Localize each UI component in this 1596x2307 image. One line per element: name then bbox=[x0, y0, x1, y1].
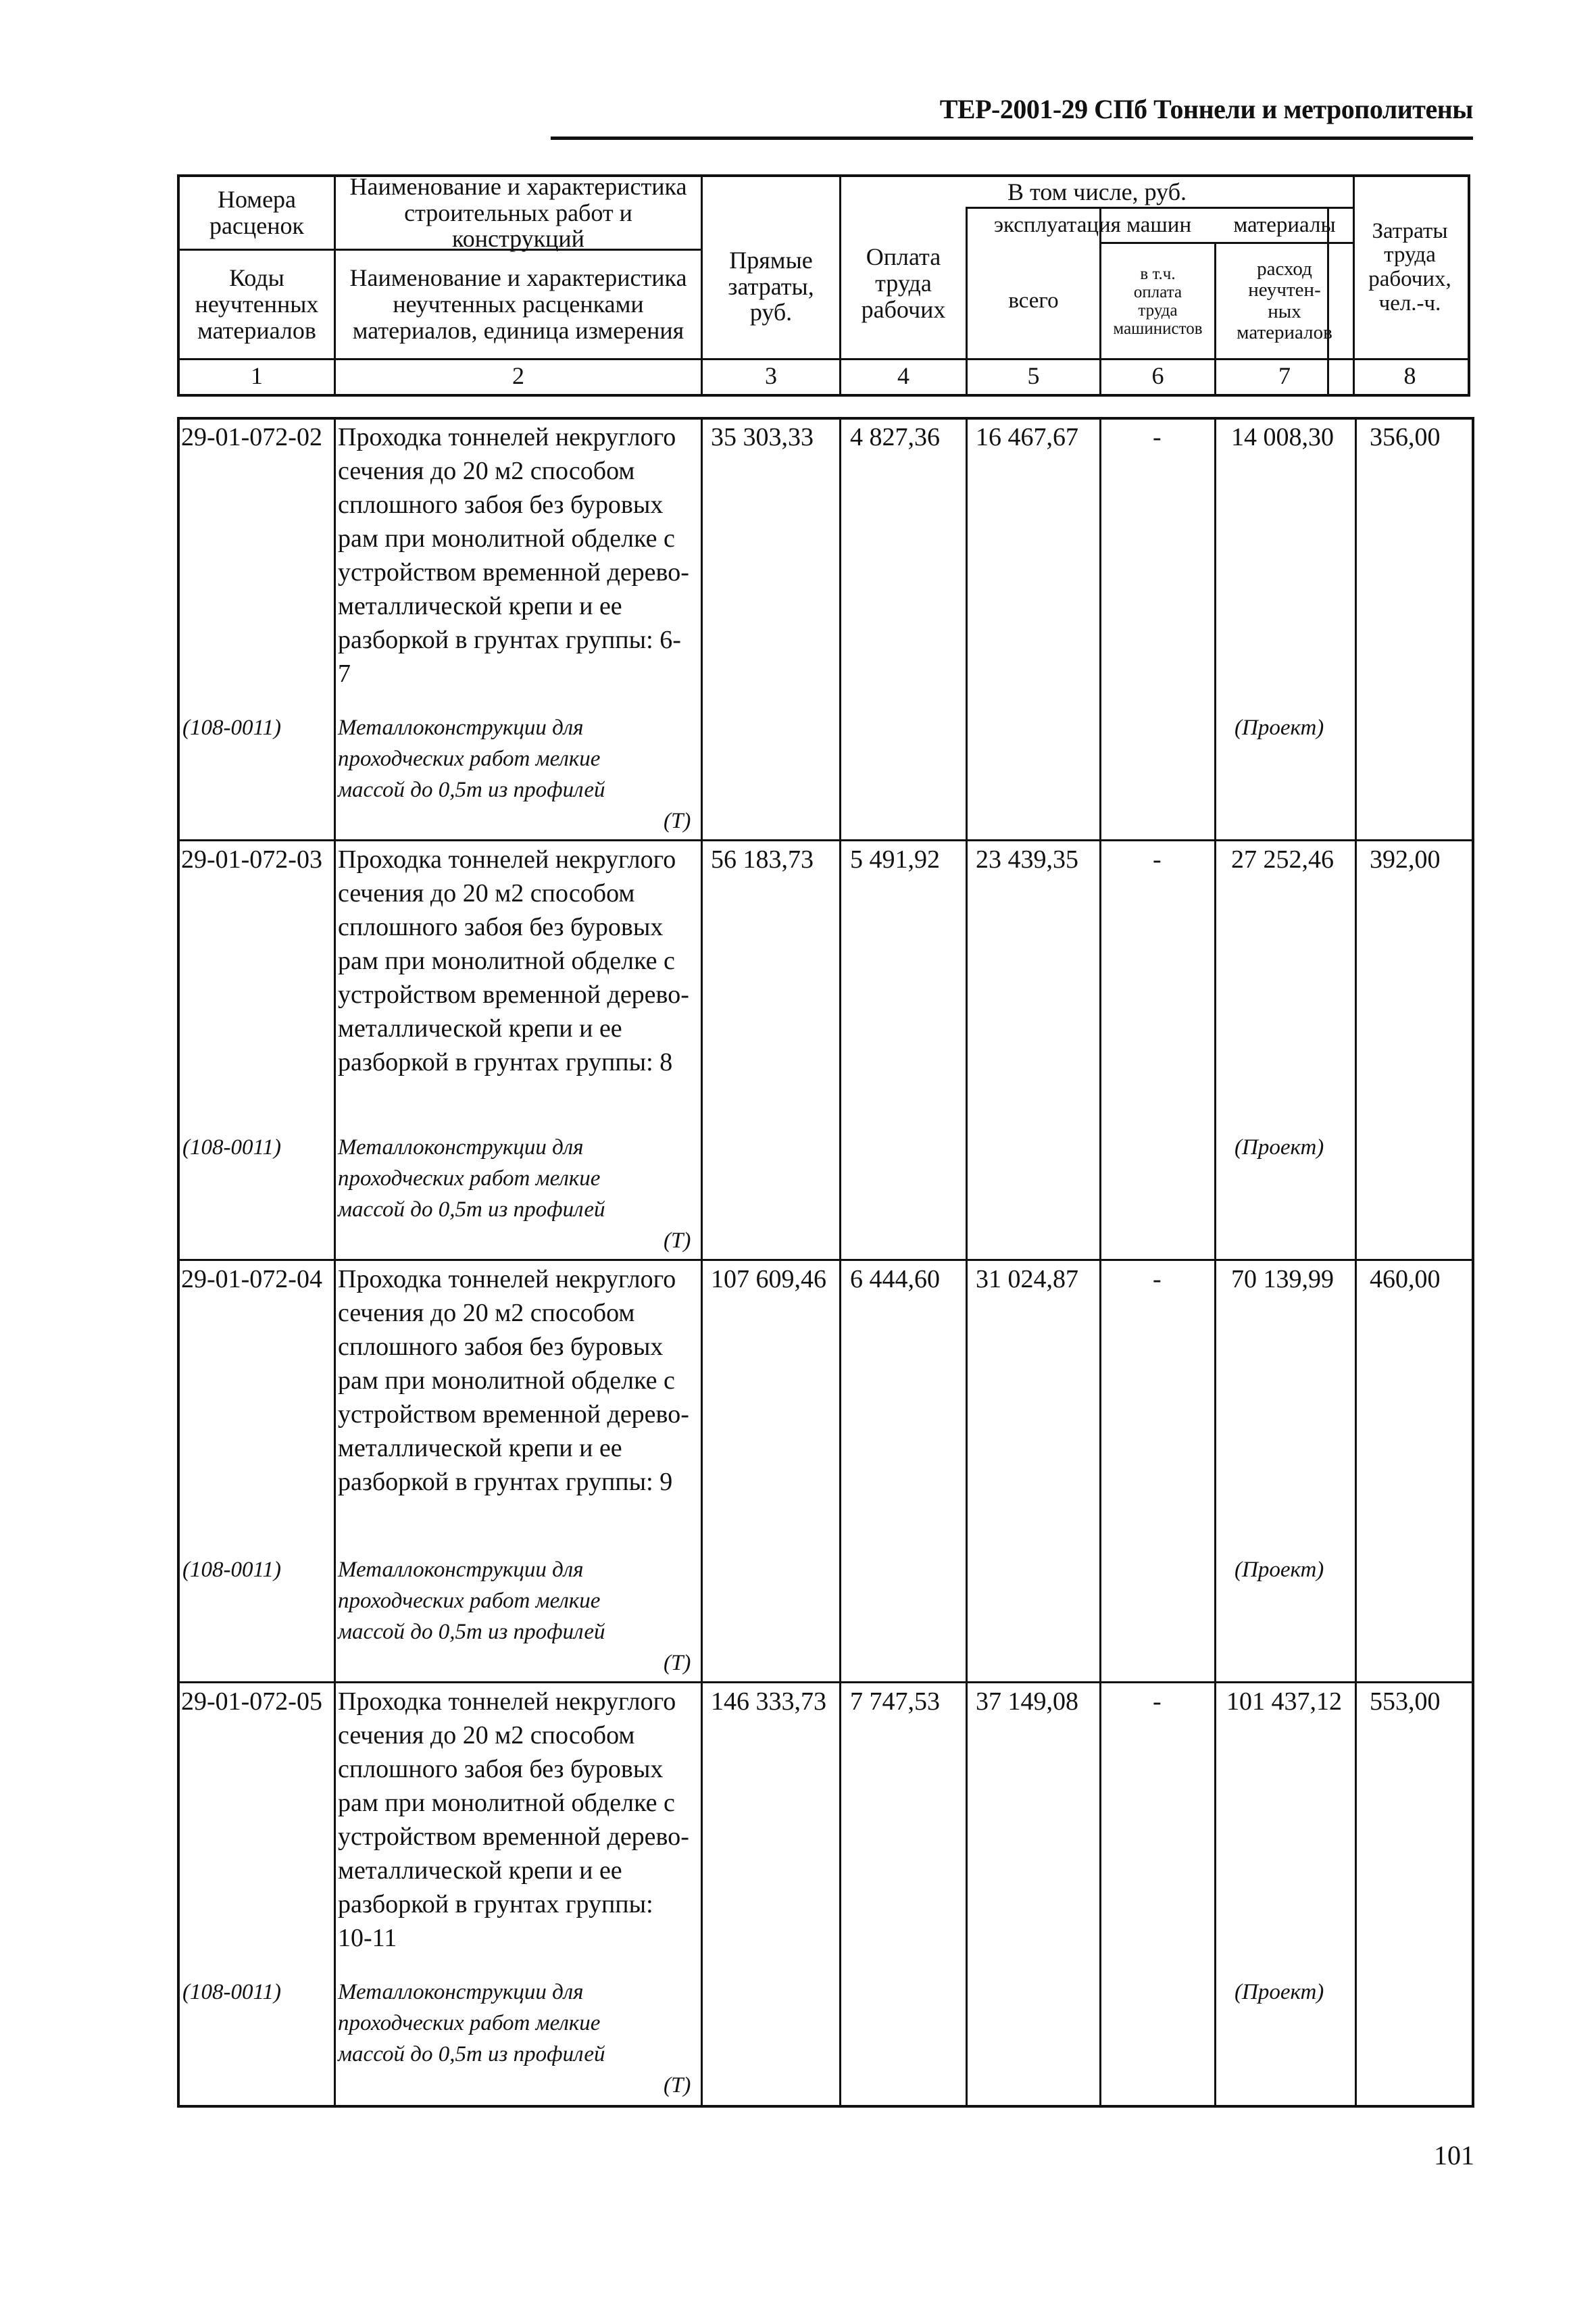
rate-code: 29-01-072-02 bbox=[181, 423, 322, 451]
header-col2-top: Наименование и характеристика строительных работ и конструкций bbox=[349, 172, 687, 253]
header-labor-pay: Оплата труда рабочих bbox=[861, 243, 946, 323]
col-number-8: 8 bbox=[1403, 362, 1416, 389]
document-title: ТЕР-2001-29 СПб Тоннели и метрополитены bbox=[939, 94, 1473, 124]
col-number-5: 5 bbox=[1027, 362, 1040, 389]
material-unit: (Т) bbox=[664, 1229, 691, 1253]
direct-costs: 146 333,73 bbox=[711, 1687, 826, 1716]
labor-hours: 460,00 bbox=[1370, 1265, 1441, 1293]
header-direct-costs: Прямые затраты, руб. bbox=[728, 246, 814, 326]
material-code: (108-0011) bbox=[182, 1558, 282, 1582]
rate-code: 29-01-072-03 bbox=[181, 845, 322, 874]
col-number-4: 4 bbox=[897, 362, 909, 389]
material-name: Металлоконструкции для проходческих работ мелкие массой до 0,5т из профилей bbox=[338, 1135, 605, 1222]
table-row bbox=[177, 417, 1473, 839]
col-number-1: 1 bbox=[251, 362, 263, 389]
rate-name: Проходка тоннелей некруглого сечения до 20 м2 способом сплошного забоя без буровых рам при монолитной обделке с устройством временной дерево- металлической крепи и ее разборкой в грунтах группы: 9 bbox=[338, 1265, 689, 1496]
table-row bbox=[177, 1681, 1473, 2104]
direct-costs: 35 303,33 bbox=[711, 423, 814, 451]
table-header bbox=[177, 174, 1468, 394]
direct-costs: 107 609,46 bbox=[711, 1265, 826, 1293]
header-col1-bottom: Коды неучтенных материалов bbox=[195, 264, 319, 344]
rate-name: Проходка тоннелей некруглого сечения до 20 м2 способом сплошного забоя без буровых рам при монолитной обделке с устройством временной дерево- металлической крепи и ее разборкой в грунтах группы: 10-11 bbox=[338, 1687, 689, 1952]
document-header bbox=[551, 93, 1473, 140]
rate-code: 29-01-072-04 bbox=[181, 1265, 322, 1293]
direct-costs: 56 183,73 bbox=[711, 845, 814, 874]
col-number-6: 6 bbox=[1151, 362, 1164, 389]
labor-hours: 553,00 bbox=[1370, 1687, 1441, 1716]
machinists-pay: - bbox=[1153, 1265, 1162, 1293]
header-machines: эксплуатация машин bbox=[993, 212, 1192, 237]
labor-pay: 4 827,36 bbox=[850, 423, 940, 451]
rate-name: Проходка тоннелей некруглого сечения до 20 м2 способом сплошного забоя без буровых рам при монолитной обделке с устройством временной дерево- металлической крепи и ее разборкой в грунтах группы: 8 bbox=[338, 845, 689, 1076]
col-number-7: 7 bbox=[1278, 362, 1291, 389]
table-row bbox=[177, 1259, 1473, 1681]
header-unaccounted-materials: расход неучтен- ных материалов bbox=[1237, 257, 1332, 343]
header-machines-total: всего bbox=[1008, 288, 1059, 313]
labor-pay: 5 491,92 bbox=[850, 845, 940, 874]
col-number-3: 3 bbox=[765, 362, 777, 389]
material-note: (Проект) bbox=[1235, 1135, 1324, 1160]
header-group: В том числе, руб. bbox=[1007, 178, 1187, 205]
material-name: Металлоконструкции для проходческих работ мелкие массой до 0,5т из профилей bbox=[338, 1980, 605, 2066]
material-note: (Проект) bbox=[1235, 1980, 1324, 2004]
labor-pay: 6 444,60 bbox=[850, 1265, 940, 1293]
page-number: 101 bbox=[1434, 2140, 1474, 2170]
machines-total: 37 149,08 bbox=[976, 1687, 1078, 1716]
labor-hours: 356,00 bbox=[1370, 423, 1441, 451]
material-unit: (Т) bbox=[664, 1651, 691, 1675]
col-number-2: 2 bbox=[512, 362, 524, 389]
material-name: Металлоконструкции для проходческих работ мелкие массой до 0,5т из профилей bbox=[338, 716, 605, 802]
material-unit: (Т) bbox=[664, 809, 691, 833]
material-note: (Проект) bbox=[1235, 1558, 1324, 1582]
labor-pay: 7 747,53 bbox=[850, 1687, 940, 1716]
machinists-pay: - bbox=[1153, 845, 1162, 874]
labor-hours: 392,00 bbox=[1370, 845, 1441, 874]
header-machinists: в т.ч. оплата труда машинистов bbox=[1113, 264, 1203, 338]
rate-name: Проходка тоннелей некруглого сечения до 20 м2 способом сплошного забоя без буровых рам при монолитной обделке с устройством временной дерево- металлической крепи и ее разборкой в грунтах группы: 6- 7 bbox=[338, 423, 689, 688]
material-name: Металлоконструкции для проходческих работ мелкие массой до 0,5т из профилей bbox=[338, 1558, 605, 1644]
rates-table bbox=[177, 417, 1473, 2106]
materials-cost: 101 437,12 bbox=[1226, 1687, 1342, 1716]
materials-cost: 70 139,99 bbox=[1231, 1265, 1334, 1293]
rate-code: 29-01-072-05 bbox=[181, 1687, 322, 1716]
materials-cost: 27 252,46 bbox=[1231, 845, 1334, 874]
materials-cost: 14 008,30 bbox=[1231, 423, 1334, 451]
material-code: (108-0011) bbox=[182, 1980, 282, 2004]
machines-total: 23 439,35 bbox=[976, 845, 1078, 874]
material-note: (Проект) bbox=[1235, 716, 1324, 740]
machinists-pay: - bbox=[1153, 423, 1162, 451]
header-labor-hours: Затраты труда рабочих, чел.-ч. bbox=[1368, 218, 1451, 316]
machines-total: 31 024,87 bbox=[976, 1265, 1078, 1293]
machines-total: 16 467,67 bbox=[976, 423, 1078, 451]
material-code: (108-0011) bbox=[182, 716, 282, 740]
machinists-pay: - bbox=[1153, 1687, 1162, 1716]
header-col1-top: Номера расценок bbox=[209, 186, 304, 239]
header-col2-bottom: Наименование и характеристика неучтенных расценками материалов, единица измерения bbox=[349, 264, 687, 344]
header-materials: материалы bbox=[1233, 212, 1336, 237]
table-row bbox=[177, 839, 1473, 1259]
material-code: (108-0011) bbox=[182, 1135, 282, 1160]
material-unit: (Т) bbox=[664, 2073, 691, 2098]
